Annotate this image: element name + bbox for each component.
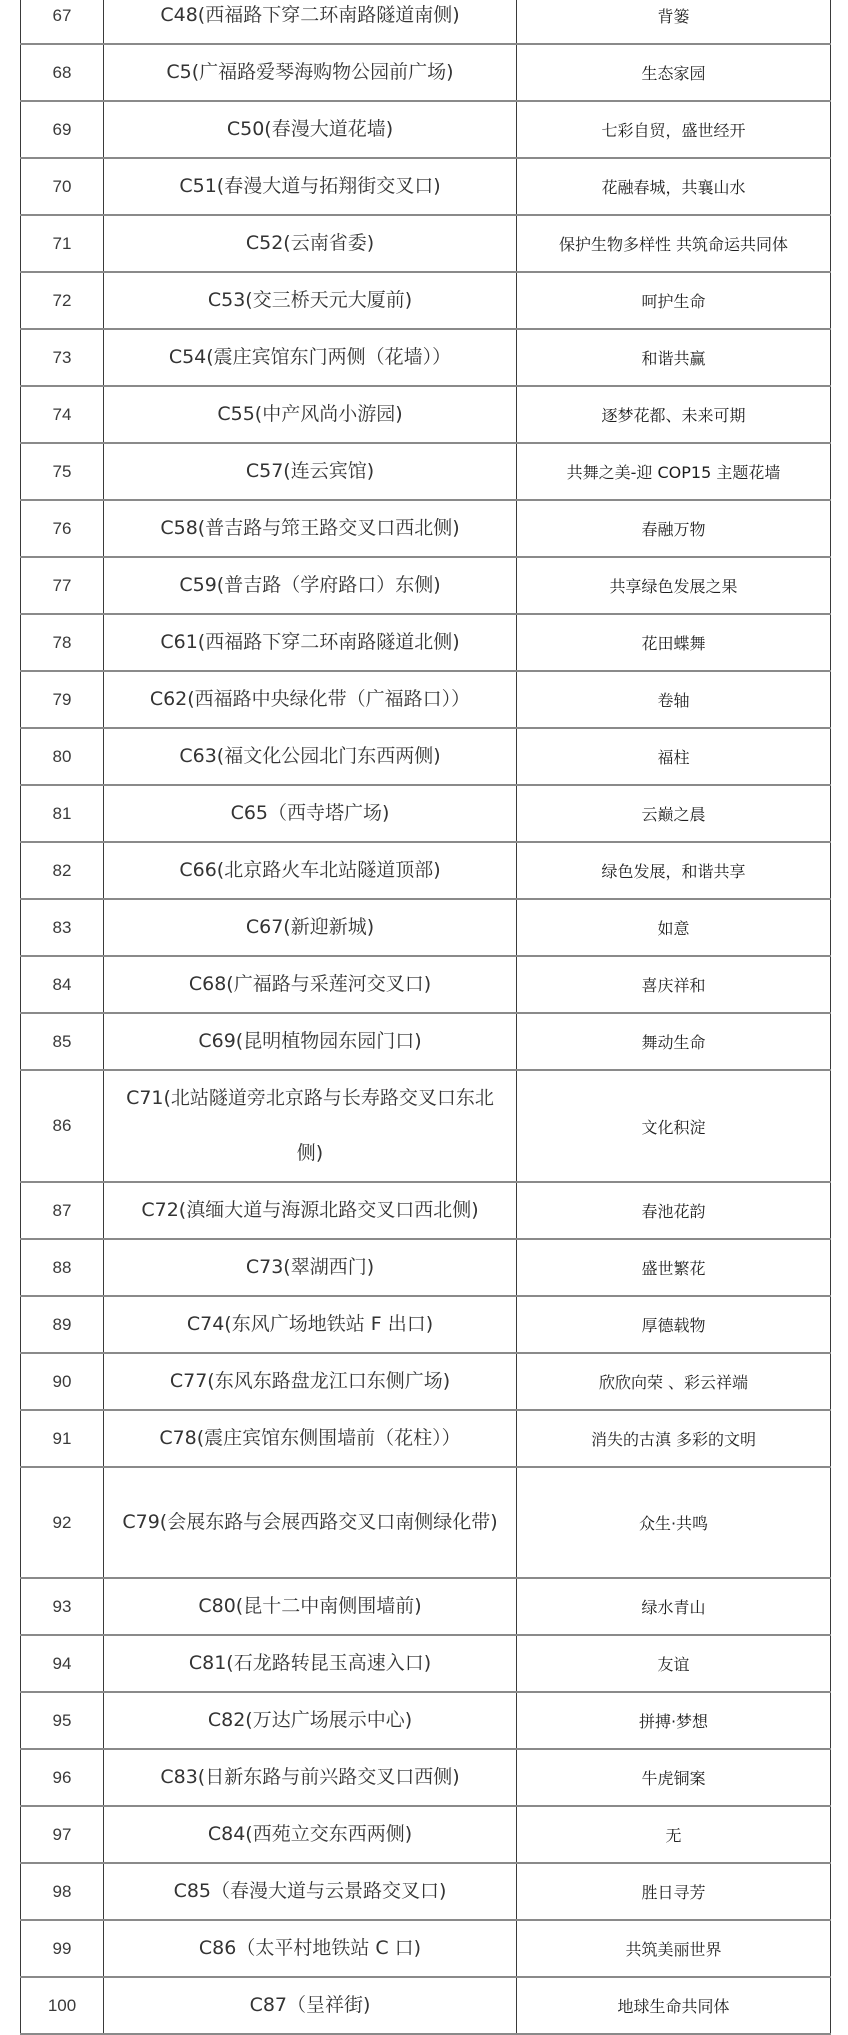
- table-row: [21, 1239, 831, 1296]
- theme-cell: 无: [517, 1806, 831, 1863]
- table-row: [21, 0, 831, 44]
- table-row: [21, 1749, 831, 1806]
- row-number: 75: [21, 443, 104, 500]
- theme-cell: 绿水青山: [517, 1578, 831, 1635]
- row-number: 72: [21, 272, 104, 329]
- row-number: 86: [21, 1070, 104, 1182]
- table-row: [21, 1635, 831, 1692]
- table-row: [21, 158, 831, 215]
- table-row: [21, 386, 831, 443]
- theme-cell: 七彩自贸，盛世经开: [517, 101, 831, 158]
- table-row: [21, 1863, 831, 1920]
- row-number: 79: [21, 671, 104, 728]
- theme-cell: 共享绿色发展之果: [517, 557, 831, 614]
- theme-cell: 卷轴: [517, 671, 831, 728]
- location-cell: C61(西福路下穿二环南路隧道北侧): [104, 614, 517, 671]
- table-row: [21, 1806, 831, 1863]
- table-row: [21, 785, 831, 842]
- location-cell: C83(日新东路与前兴路交叉口西侧): [104, 1749, 517, 1806]
- theme-cell: 保护生物多样性 共筑命运共同体: [517, 215, 831, 272]
- location-cell: C79(会展东路与会展西路交叉口南侧绿化带): [104, 1467, 517, 1578]
- row-number: 88: [21, 1239, 104, 1296]
- theme-cell: 胜日寻芳: [517, 1863, 831, 1920]
- location-cell: C81(石龙路转昆玉高速入口): [104, 1635, 517, 1692]
- row-number: 84: [21, 956, 104, 1013]
- row-number: 78: [21, 614, 104, 671]
- theme-cell: 共筑美丽世界: [517, 1920, 831, 1977]
- theme-cell: 厚德载物: [517, 1296, 831, 1353]
- location-cell: C62(西福路中央绿化带（广福路口））: [104, 671, 517, 728]
- table-row: [21, 1410, 831, 1467]
- row-number: 89: [21, 1296, 104, 1353]
- row-number: 90: [21, 1353, 104, 1410]
- theme-cell: 绿色发展，和谐共享: [517, 842, 831, 899]
- table-row: [21, 443, 831, 500]
- location-cell: C69(昆明植物园东园门口): [104, 1013, 517, 1070]
- row-number: 95: [21, 1692, 104, 1749]
- row-number: 97: [21, 1806, 104, 1863]
- location-cell: C68(广福路与采莲河交叉口): [104, 956, 517, 1013]
- row-number: 93: [21, 1578, 104, 1635]
- location-cell: C66(北京路火车北站隧道顶部): [104, 842, 517, 899]
- location-cell: C63(福文化公园北门东西两侧): [104, 728, 517, 785]
- theme-cell: 盛世繁花: [517, 1239, 831, 1296]
- theme-cell: 生态家园: [517, 44, 831, 101]
- row-number: 67: [21, 0, 104, 44]
- table-row: [21, 956, 831, 1013]
- theme-cell: 福柱: [517, 728, 831, 785]
- location-cell: C77(东风东路盘龙江口东侧广场): [104, 1353, 517, 1410]
- row-number: 94: [21, 1635, 104, 1692]
- theme-cell: 喜庆祥和: [517, 956, 831, 1013]
- location-cell: C5(广福路爱琴海购物公园前广场): [104, 44, 517, 101]
- location-cell: C59(普吉路（学府路口）东侧): [104, 557, 517, 614]
- row-number: 70: [21, 158, 104, 215]
- row-number: 80: [21, 728, 104, 785]
- table-row: [21, 215, 831, 272]
- location-cell: C84(西苑立交东西两侧): [104, 1806, 517, 1863]
- row-number: 100: [21, 1977, 104, 2034]
- row-number: 73: [21, 329, 104, 386]
- row-number: 74: [21, 386, 104, 443]
- location-cell: C73(翠湖西门): [104, 1239, 517, 1296]
- table-row: [21, 1692, 831, 1749]
- row-number: 83: [21, 899, 104, 956]
- location-cell: C55(中产风尚小游园): [104, 386, 517, 443]
- table-row: [21, 500, 831, 557]
- table-row: [21, 1296, 831, 1353]
- table-row: [21, 101, 831, 158]
- theme-cell: 欣欣向荣 、彩云祥端: [517, 1353, 831, 1410]
- table-row: [21, 1920, 831, 1977]
- theme-cell: 共舞之美-迎 COP15 主题花墙: [517, 443, 831, 500]
- table-row: [21, 1013, 831, 1070]
- theme-cell: 消失的古滇 多彩的文明: [517, 1410, 831, 1467]
- table-row: [21, 1977, 831, 2034]
- table-row: [21, 329, 831, 386]
- theme-cell: 地球生命共同体: [517, 1977, 831, 2034]
- location-cell: C50(春漫大道花墙): [104, 101, 517, 158]
- location-cell: C86（太平村地铁站 C 口): [104, 1920, 517, 1977]
- row-number: 99: [21, 1920, 104, 1977]
- flower-display-table-part-2: [20, 955, 831, 2035]
- theme-cell: 舞动生命: [517, 1013, 831, 1070]
- table-row: [21, 1578, 831, 1635]
- location-cell: C71(北站隧道旁北京路与长寿路交叉口东北侧): [104, 1070, 517, 1182]
- row-number: 85: [21, 1013, 104, 1070]
- location-cell: C82(万达广场展示中心): [104, 1692, 517, 1749]
- row-number: 96: [21, 1749, 104, 1806]
- row-number: 98: [21, 1863, 104, 1920]
- location-cell: C87（呈祥街): [104, 1977, 517, 2034]
- row-number: 71: [21, 215, 104, 272]
- table-row: [21, 1182, 831, 1239]
- table-row: [21, 614, 831, 671]
- location-cell: C74(东风广场地铁站 F 出口): [104, 1296, 517, 1353]
- location-cell: C72(滇缅大道与海源北路交叉口西北侧): [104, 1182, 517, 1239]
- location-cell: C80(昆十二中南侧围墙前): [104, 1578, 517, 1635]
- location-cell: C53(交三桥天元大厦前): [104, 272, 517, 329]
- location-cell: C67(新迎新城): [104, 899, 517, 956]
- theme-cell: 背篓: [517, 0, 831, 44]
- table-row: [21, 671, 831, 728]
- theme-cell: 牛虎铜案: [517, 1749, 831, 1806]
- table-row: [21, 728, 831, 785]
- table-row: [21, 272, 831, 329]
- table-row: [21, 1353, 831, 1410]
- table-row: [21, 44, 831, 101]
- theme-cell: 花田蝶舞: [517, 614, 831, 671]
- row-number: 82: [21, 842, 104, 899]
- location-cell: C85（春漫大道与云景路交叉口): [104, 1863, 517, 1920]
- row-number: 91: [21, 1410, 104, 1467]
- theme-cell: 春融万物: [517, 500, 831, 557]
- location-cell: C54(震庄宾馆东门两侧（花墙））: [104, 329, 517, 386]
- location-cell: C58(普吉路与筇王路交叉口西北侧): [104, 500, 517, 557]
- row-number: 68: [21, 44, 104, 101]
- table-row: [21, 1070, 831, 1182]
- location-cell: C78(震庄宾馆东侧围墙前（花柱））: [104, 1410, 517, 1467]
- theme-cell: 花融春城，共襄山水: [517, 158, 831, 215]
- theme-cell: 逐梦花都、未来可期: [517, 386, 831, 443]
- theme-cell: 呵护生命: [517, 272, 831, 329]
- theme-cell: 友谊: [517, 1635, 831, 1692]
- row-number: 76: [21, 500, 104, 557]
- location-cell: C52(云南省委): [104, 215, 517, 272]
- location-cell: C65（西寺塔广场): [104, 785, 517, 842]
- table-row: [21, 842, 831, 899]
- location-cell: C57(连云宾馆): [104, 443, 517, 500]
- theme-cell: 拼搏·梦想: [517, 1692, 831, 1749]
- location-cell: C51(春漫大道与拓翔街交叉口): [104, 158, 517, 215]
- row-number: 77: [21, 557, 104, 614]
- flower-display-table-part-1: [20, 0, 831, 957]
- table-row: [21, 1467, 831, 1578]
- theme-cell: 云巅之晨: [517, 785, 831, 842]
- row-number: 81: [21, 785, 104, 842]
- theme-cell: 春池花韵: [517, 1182, 831, 1239]
- theme-cell: 和谐共赢: [517, 329, 831, 386]
- row-number: 69: [21, 101, 104, 158]
- row-number: 87: [21, 1182, 104, 1239]
- theme-cell: 如意: [517, 899, 831, 956]
- row-number: 92: [21, 1467, 104, 1578]
- theme-cell: 众生·共鸣: [517, 1467, 831, 1578]
- table-row: [21, 899, 831, 956]
- theme-cell: 文化积淀: [517, 1070, 831, 1182]
- location-cell: C48(西福路下穿二环南路隧道南侧): [104, 0, 517, 44]
- table-row: [21, 557, 831, 614]
